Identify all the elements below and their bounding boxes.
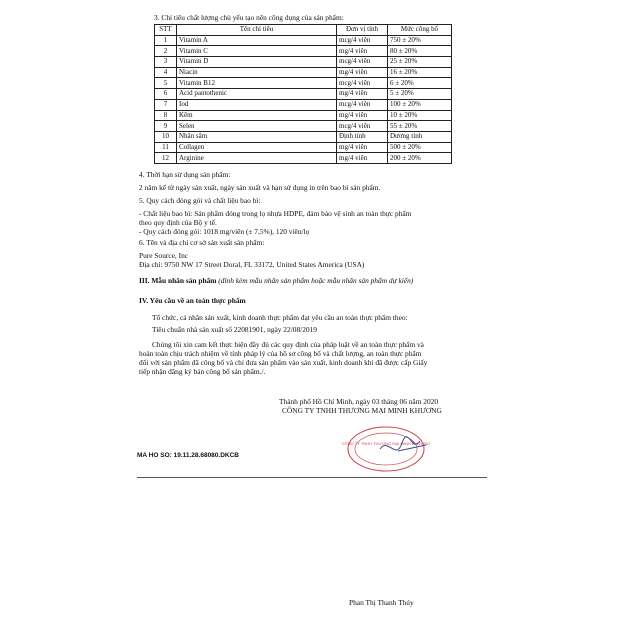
row-level: 80 ± 20% (388, 46, 452, 57)
table-row (155, 78, 452, 89)
row-criteria: Kẽm (177, 110, 337, 121)
row-unit: mg/4 viên (337, 153, 388, 164)
row-level: 16 ± 20% (388, 67, 452, 78)
row-level: 25 ± 20% (388, 57, 452, 68)
row-stt: 8 (155, 110, 177, 121)
row-criteria: Acid pantothenic (177, 89, 337, 100)
row-level: 6 ± 20% (388, 78, 452, 89)
row-stt: 6 (155, 89, 177, 100)
commitment-line-2: hoàn toàn chịu trách nhiệm về tính pháp lý của hồ sơ công bố và chất lượng, an toàn thực phẩm (139, 349, 422, 358)
manufacturer-name: Pure Source, Inc (139, 251, 189, 260)
commitment-line-1: Chúng tôi xin cam kết thực hiện đầy đủ các quy định của pháp luật về an toàn thực phẩm và (152, 340, 424, 349)
header-declared-level: Mức công bố (388, 25, 452, 36)
packaging-material-line: - Chất liệu bao bì: Sản phẩm đóng trong lọ nhựa HDPE, đảm bảo vệ sinh an toàn thực phẩm (139, 209, 412, 218)
table-row (155, 142, 452, 153)
section-iv-heading: IV. Yêu cầu về an toàn thực phẩm (139, 296, 246, 305)
quality-spec-table (154, 24, 452, 164)
stamp-text: CÔNG TY TNHH THƯƠNG MẠI MINH KHƯƠNG (341, 441, 431, 446)
row-unit: mcg/4 viên (337, 57, 388, 68)
row-stt: 4 (155, 67, 177, 78)
manufacturer-address: Địa chỉ: 9750 NW 17 Street Doral, FL 33172, United States America (USA) (139, 260, 365, 269)
packaging-spec-line: - Quy cách đóng gói: 1018 mg/viên (± 7,5%), 120 viên/lọ (139, 227, 310, 236)
table-row (155, 153, 452, 164)
section-6-heading: 6. Tên và địa chỉ cơ sở sản xuất sản phẩm: (139, 238, 265, 247)
row-stt: 9 (155, 121, 177, 132)
table-row (155, 67, 452, 78)
row-unit: mg/4 viên (337, 89, 388, 100)
row-level: 200 ± 20% (388, 153, 452, 164)
section-5-heading: 5. Quy cách đóng gói và chất liệu bao bì: (139, 196, 261, 205)
company-stamp (340, 423, 440, 473)
table-row (155, 89, 452, 100)
table-row (155, 57, 452, 68)
row-unit: mg/4 viên (337, 46, 388, 57)
record-code: MA HO SO: 19.11.28.68080.DKCB (137, 452, 239, 459)
shelf-life-text: 2 năm kể từ ngày sản xuất, ngày sản xuất và hạn sử dụng in trên bao bì sản phẩm. (139, 183, 381, 192)
section-iii-heading: III. Mẫu nhãn sản phẩm (139, 276, 217, 285)
company-name: CÔNG TY TNHH THƯƠNG MẠI MINH KHƯƠNG (282, 406, 442, 415)
row-stt: 10 (155, 131, 177, 142)
row-level: 750 ± 20% (388, 35, 452, 46)
row-stt: 5 (155, 78, 177, 89)
packaging-material-line-2: theo quy định của Bộ y tế. (139, 218, 217, 227)
section-iv-line-2: Tiêu chuẩn nhà sản xuất số 22081901, ngày 22/08/2019 (152, 325, 317, 334)
row-level: 500 ± 20% (388, 142, 452, 153)
row-criteria: Arginine (177, 153, 337, 164)
row-unit: mcg/4 viên (337, 121, 388, 132)
header-unit: Đơn vị tính (337, 25, 388, 36)
row-criteria: Vitamin C (177, 46, 337, 57)
row-level: Dương tính (388, 131, 452, 142)
section-iv-line-1: Tổ chức, cá nhân sản xuất, kinh doanh thực phẩm đạt yêu cầu an toàn thực phẩm theo: (152, 313, 408, 322)
row-criteria: Niacin (177, 67, 337, 78)
row-stt: 12 (155, 153, 177, 164)
row-criteria: Nhân sâm (177, 131, 337, 142)
table-row (155, 46, 452, 57)
row-criteria: Vitamin A (177, 35, 337, 46)
row-level: 55 ± 20% (388, 121, 452, 132)
row-stt: 2 (155, 46, 177, 57)
commitment-line-3: đối với sản phẩm đã công bố và chỉ đưa sản phẩm vào sản xuất, kinh doanh khi đã được cấp Giấy (139, 358, 428, 367)
row-level: 100 ± 20% (388, 99, 452, 110)
row-unit: Định tính (337, 131, 388, 142)
table-body (155, 35, 452, 163)
table-row (155, 35, 452, 46)
row-stt: 11 (155, 142, 177, 153)
section-iii (139, 276, 413, 285)
header-criteria: Tên chỉ tiêu (177, 25, 337, 36)
row-unit: mg/4 viên (337, 67, 388, 78)
row-criteria: Iod (177, 99, 337, 110)
section-4-heading: 4. Thời hạn sử dụng sản phẩm: (139, 170, 231, 179)
commitment-line-4: tiếp nhận đăng ký bản công bố sản phẩm./. (139, 367, 266, 376)
row-unit: mg/4 viên (337, 110, 388, 121)
section-iii-note: (đính kèm mẫu nhãn sản phẩm hoặc mẫu nhãn sản phẩm dự kiến) (218, 276, 414, 285)
row-stt: 7 (155, 99, 177, 110)
signer-name: Phan Thị Thanh Thúy (349, 598, 414, 607)
row-criteria: Vitamin D (177, 57, 337, 68)
section-3-heading: 3. Chỉ tiêu chất lượng chủ yếu tạo nên công dụng của sản phẩm: (154, 13, 344, 22)
row-criteria: Vitamin B12 (177, 78, 337, 89)
table-row (155, 99, 452, 110)
row-level: 5 ± 20% (388, 89, 452, 100)
divider-line (137, 477, 487, 478)
row-unit: mcg/4 viên (337, 35, 388, 46)
row-stt: 1 (155, 35, 177, 46)
table-row (155, 121, 452, 132)
table-header-row (155, 25, 452, 36)
row-stt: 3 (155, 57, 177, 68)
table-row (155, 131, 452, 142)
header-stt: STT (155, 25, 177, 36)
row-unit: mcg/4 viên (337, 99, 388, 110)
table-row (155, 110, 452, 121)
row-unit: mcg/4 viên (337, 78, 388, 89)
signature-date-line: Thành phố Hồ Chí Minh, ngày 03 tháng 06 năm 2020 (279, 397, 439, 406)
row-criteria: Selen (177, 121, 337, 132)
row-level: 10 ± 20% (388, 110, 452, 121)
row-criteria: Collagen (177, 142, 337, 153)
row-unit: mg/4 viên (337, 142, 388, 153)
